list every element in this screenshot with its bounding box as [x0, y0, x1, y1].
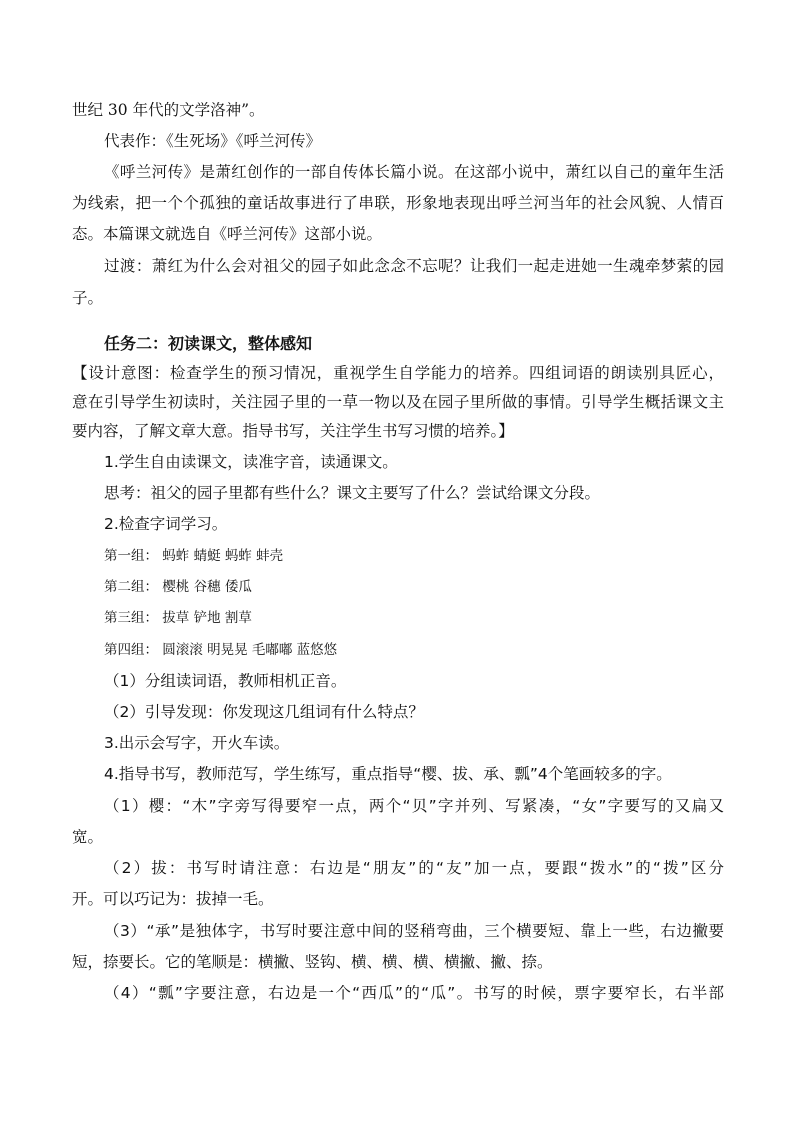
word-group: 第一组： 蚂蚱 蜻蜓 蚂蚱 蚌壳 [104, 548, 284, 564]
writing-guide-line: （2）拔：书写时请注意：右边是“朋友”的“友”加一点，要跟“拨水”的“拨”区分 [104, 859, 724, 877]
word-group: 第二组： 樱桃 谷穗 倭瓜 [104, 579, 252, 595]
step-line: （2）引导发现：你发现这几组词有什么特点？ [104, 703, 424, 721]
word-group: 第三组： 拔草 铲地 割草 [104, 610, 252, 626]
design-intent-line: 【设计意图：检查学生的预习情况，重视学生自学能力的培养。四组词语的朗读别具匠心， [72, 364, 724, 382]
paragraph-line: 《呼兰河传》是萧红创作的一部自传体长篇小说。在这部小说中，萧红以自己的童年生活 [104, 163, 724, 181]
paragraph-line: 态。本篇课文就选自《呼兰河传》这部小说。 [72, 225, 383, 243]
transition-line: 过渡：萧红为什么会对祖父的园子如此念念不忘呢？让我们一起走进她一生魂牵梦萦的园 [104, 257, 724, 275]
paragraph-line: 世纪 30 年代的文学洛神”。 [72, 101, 265, 119]
word-group: 第四组： 圆滚滚 明晃晃 毛嘟嘟 蓝悠悠 [104, 642, 338, 658]
step-line: 1.学生自由读课文，读准字音，读通课文。 [104, 453, 398, 471]
step-line: 4.指导书写，教师范写，学生练写，重点指导“樱、拔、承、瓢”4个笔画较多的字。 [104, 765, 672, 783]
writing-guide-line: （4）“瓢”字要注意，右边是一个“西瓜”的“瓜”。书写的时候，票字要窄长，右半部 [104, 984, 724, 1002]
design-intent-line: 意在引导学生初读时，关注园子里的一草一物以及在园子里所做的事情。引导学生概括课文主 [72, 393, 724, 411]
writing-guide-line: （1）樱：“木”字旁写得要窄一点，两个“贝”字并列、写紧凑，“女”字要写的又扁又 [104, 797, 724, 815]
paragraph-line: 为线索，把一个个孤独的童话故事进行了串联，形象地表现出呼兰河当年的社会风貌、人情百 [72, 194, 724, 212]
transition-line: 子。 [72, 289, 104, 307]
step-line: 思考：祖父的园子里都有些什么？课文主要写了什么？尝试给课文分段。 [104, 484, 601, 502]
step-line: （1）分组读词语，教师相机正音。 [104, 672, 347, 690]
step-line: 2.检查字词学习。 [104, 515, 228, 533]
design-intent-line: 要内容，了解文章大意。指导书写，关注学生书写习惯的培养。】 [72, 422, 514, 440]
writing-guide-line: 短，捺要长。它的笔顺是：横撇、竖钩、横、横、横、横撇、撇、捺。 [72, 953, 553, 971]
representative-works: 代表作：《生死场》《呼兰河传》 [104, 132, 322, 150]
section-heading: 任务二：初读课文，整体感知 [104, 334, 313, 353]
step-line: 3.出示会写字，开火车读。 [104, 734, 290, 752]
writing-guide-line: （3）“承”是独体字，书写时要注意中间的竖稍弯曲，三个横要短、靠上一些，右边撇要 [104, 922, 724, 940]
writing-guide-line: 开。可以巧记为：拔掉一毛。 [72, 890, 274, 908]
writing-guide-line: 宽。 [72, 828, 104, 846]
